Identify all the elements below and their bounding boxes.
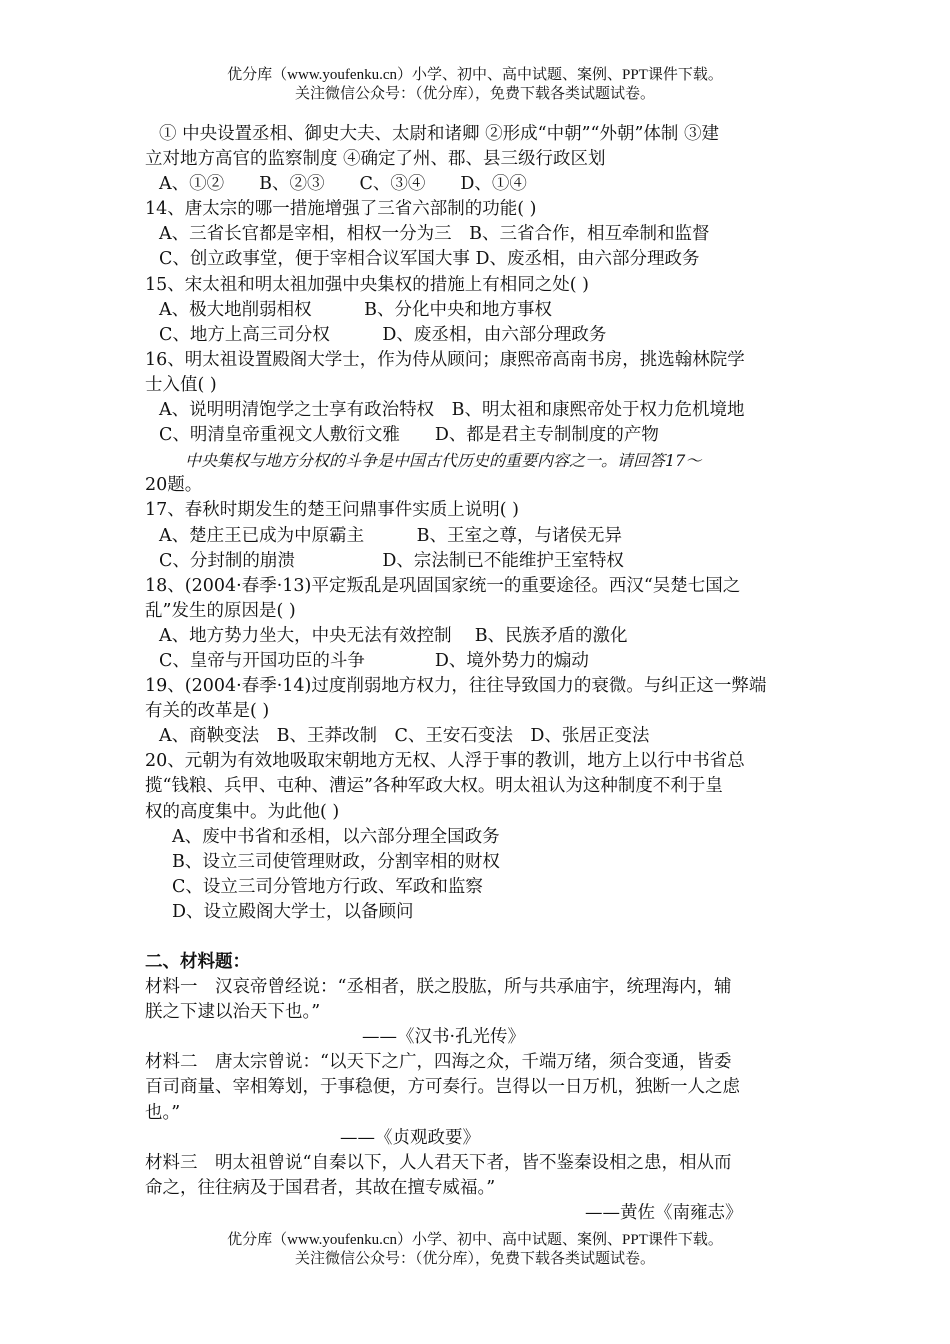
q18-stem-line-1: 18、(2004·春季·13)平定叛乱是巩固国家统一的重要途径。西汉“吴楚七国之 — [145, 575, 741, 596]
section-2-title: 二、材料题： — [145, 952, 250, 972]
q20-stem-line-3: 权的高度集中。为此他( ) — [145, 801, 340, 822]
header-line-2: 关注微信公众号：（优分库），免费下载各类试题试卷。 — [294, 86, 655, 102]
q18-options-ab: A、地方势力坐大，中央无法有效控制 B、民族矛盾的激化 — [159, 625, 628, 646]
q15-stem: 15、宋太祖和明太祖加强中央集权的措施上有相同之处( ) — [145, 274, 589, 295]
q16-stem-line-2: 士入值( ) — [145, 374, 217, 395]
q13-stem-line-2: 立对地方高官的监察制度 ④确定了州、郡、县三级行政区划 — [145, 149, 606, 170]
footer-line-2: 关注微信公众号：（优分库），免费下载各类试题试卷。 — [294, 1251, 655, 1267]
q19-options: A、商鞅变法 B、王莽改制 C、王安石变法 D、张居正变法 — [159, 726, 650, 747]
q20-option-b: B、设立三司使管理财政，分割宰相的财权 — [172, 851, 500, 872]
footer-line-1: 优分库（www.youfenku.cn）小学、初中、高中试题、案例、PPT课件下载。 — [227, 1232, 723, 1248]
page-header — [0, 66, 950, 104]
page-footer — [0, 1231, 950, 1269]
q19-stem-line-2: 有关的改革是( ) — [145, 701, 270, 722]
q20-option-d: D、设立殿阁大学士，以备顾问 — [172, 901, 414, 922]
material-2-line-1: 材料二 唐太宗曾说：“以天下之广，四海之众，千端万绪，须合变通，皆委 — [145, 1052, 732, 1073]
q16-options-ab: A、说明明清饱学之士享有政治特权 B、明太祖和康熙帝处于权力危机境地 — [159, 400, 745, 421]
spacer — [145, 925, 810, 950]
header-line-1: 优分库（www.youfenku.cn）小学、初中、高中试题、案例、PPT课件下载。 — [227, 67, 723, 83]
material-2-line-2: 百司商量、宰相筹划，于事稳便，方可奏行。岂得以一日万机，独断一人之虑 — [145, 1077, 740, 1098]
material-3-line-2: 命之，往往病及于国君者，其故在擅专威福。” — [145, 1177, 496, 1198]
q13-stem-line-1: ① 中央设置丞相、御史大夫、太尉和诸卿 ②形成“中朝”“外朝”体制 ③建 — [159, 124, 719, 144]
q17-options-ab: A、楚庄王已成为中原霸主 B、王室之尊，与诸侯无异 — [159, 525, 622, 546]
material-3-line-1: 材料三 明太祖曾说“自秦以下，人人君天下者，皆不鉴秦设相之患，相从而 — [145, 1152, 732, 1173]
q16-options-cd: C、明清皇帝重视文人敷衍文雅 D、都是君主专制制度的产物 — [159, 425, 659, 446]
q18-stem-line-2: 乱”发生的原因是( ) — [145, 600, 296, 621]
material-1-line-1: 材料一 汉哀帝曾经说：“丞相者，朕之股肱，所与共承庙宇，统理海内，辅 — [145, 977, 732, 998]
material-2-source: ——《贞观政要》 — [340, 1127, 480, 1148]
q20-stem-line-1: 20、元朝为有效地吸取宋朝地方无权、人浮于事的教训，地方上以行中书省总 — [145, 751, 745, 772]
q17-options-cd: C、分封制的崩溃 D、宗法制已不能维护王室特权 — [159, 550, 624, 571]
section-intro-line-2: 20题。 — [145, 475, 203, 496]
exam-content — [145, 122, 810, 1226]
q14-options-ab: A、三省长官都是宰相，相权一分为三 B、三省合作，相互牵制和监督 — [159, 224, 710, 245]
q13-options: A、①② B、②③ C、③④ D、①④ — [159, 174, 527, 195]
q14-stem: 14、唐太宗的哪一措施增强了三省六部制的功能( ) — [145, 199, 537, 220]
q15-options-cd: C、地方上高三司分权 D、废丞相，由六部分理政务 — [159, 324, 607, 345]
q15-options-ab: A、极大地削弱相权 B、分化中央和地方事权 — [159, 299, 552, 320]
q20-stem-line-2: 揽“钱粮、兵甲、屯种、漕运”各种军政大权。明太祖认为这种制度不利于皇 — [145, 776, 723, 797]
material-1-line-2: 朕之下逮以治天下也。” — [145, 1002, 321, 1023]
q20-option-a: A、废中书省和丞相，以六部分理全国政务 — [172, 826, 500, 847]
material-2-line-3: 也。” — [145, 1102, 181, 1123]
q16-stem-line-1: 16、明太祖设置殿阁大学士，作为侍从顾问；康熙帝高南书房，挑选翰林院学 — [145, 349, 745, 370]
material-1-source: ——《汉书·孔光传》 — [362, 1027, 526, 1048]
q19-stem-line-1: 19、(2004·春季·14)过度削弱地方权力，往往导致国力的衰微。与纠正这一弊端 — [145, 676, 767, 697]
section-intro-line-1: 中央集权与地方分权的斗争是中国古代历史的重要内容之一。请回答17～ — [185, 451, 702, 471]
material-3-source: ——黄佐《南雍志》 — [585, 1202, 743, 1223]
q18-options-cd: C、皇帝与开国功臣的斗争 D、境外势力的煽动 — [159, 650, 589, 671]
q20-option-c: C、设立三司分管地方行政、军政和监察 — [172, 876, 483, 897]
q14-options-cd: C、创立政事堂，便于宰相合议军国大事 D、废丞相，由六部分理政务 — [159, 249, 700, 270]
q17-stem: 17、春秋时期发生的楚王问鼎事件实质上说明( ) — [145, 500, 519, 521]
